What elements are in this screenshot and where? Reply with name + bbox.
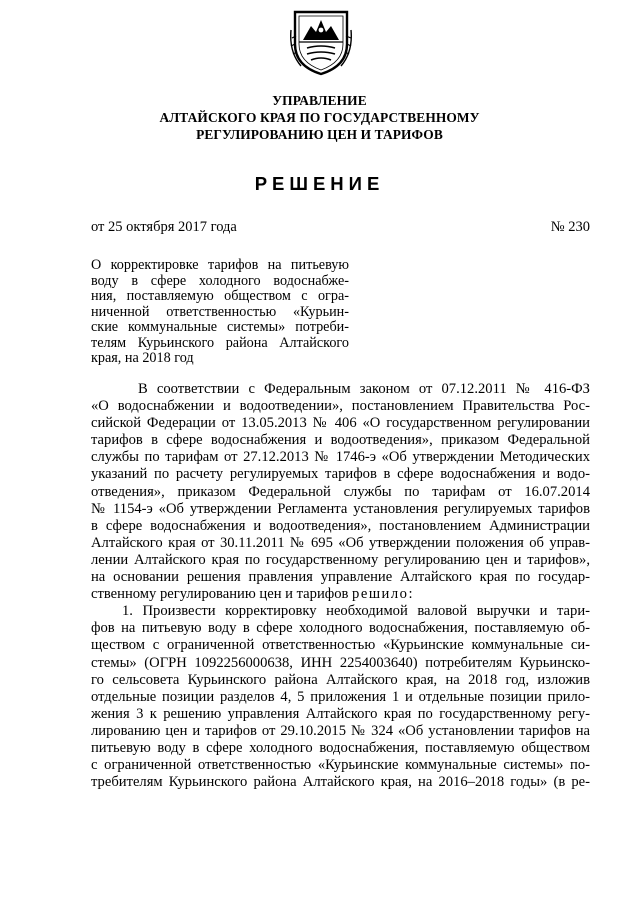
document-date: от 25 октября 2017 года — [91, 219, 237, 235]
body-line: 1. Произвести корректировку необходимой валовой выручки и тари- — [122, 603, 590, 620]
body-line: службы по тарифам от 27.12.2013 № 1746-э «Об утверждении Методических — [91, 449, 590, 466]
coat-of-arms-icon — [289, 8, 353, 76]
body-line: го сельсовета Курьинского района Алтайского края, на 2018 год, изложив — [91, 671, 590, 688]
body-line-text: ственному регулированию цен и тарифов — [91, 586, 353, 603]
body-line: с ограниченной ответственностью «Курьинские коммунальные системы» по- — [91, 757, 590, 774]
body-line: В соответствии с Федеральным законом от 07.12.2011 № 416-ФЗ — [138, 381, 590, 397]
org-name-line: АЛТАЙСКОГО КРАЯ ПО ГОСУДАРСТВЕННОМУ — [159, 110, 480, 125]
body-line: тарифов в сфере водоснабжения и водоотведения», приказом Федеральной — [91, 432, 590, 449]
body-line: «О водоснабжении и водоотведении», постановлением Правительства Рос- — [91, 398, 590, 415]
body-line: отдельные позиции разделов 4, 5 приложения 1 и отдельные позиции прило- — [91, 688, 590, 705]
body-line: лении Алтайского края по государственному регулированию цен и тарифов», — [91, 551, 590, 568]
subject-line: ские коммунальные системы» потреби- — [91, 319, 349, 335]
subject-line: телям Курьинского района Алтайского — [91, 334, 349, 351]
body-line: питьевую воду в сфере холодного водоснабжения, поставляемую обществом — [91, 739, 590, 756]
body-line: сийской Федерации от 13.05.2013 № 406 «О государственном регулировании — [91, 415, 590, 432]
subject-line: воду в сфере холодного водоснабже- — [91, 272, 349, 289]
body-line: в сфере водоснабжения и водоотведения», постановлением Администрации — [91, 517, 590, 534]
body-line: указаний по расчету регулируемых тарифов в сфере водоснабжения и водо- — [91, 466, 590, 483]
subject-line: ния, поставляемую обществом с огра- — [91, 288, 349, 304]
subject-line: О корректировке тарифов на питьевую — [91, 257, 349, 273]
subject-line: ниченной ответственностью «Курьин- — [91, 303, 349, 320]
body-line — [91, 586, 590, 603]
body-line: жения 3 к решению управления Алтайского края по государственному регу- — [91, 705, 590, 722]
resolution-word: решило — [352, 586, 409, 603]
body-line: Алтайского края от 30.11.2011 № 695 «Об утверждении положения об управ- — [91, 534, 590, 551]
body-line: отведения», приказом Федеральной службы по тарифам от 16.07.2014 — [91, 483, 590, 500]
org-name-line: РЕГУЛИРОВАНИЮ ЦЕН И ТАРИФОВ — [196, 127, 443, 142]
body-line: лированию цен и тарифов от 29.10.2015 № 324 «Об установлении тарифов на — [91, 722, 590, 739]
body-line: ществом с ограниченной ответственностью «Курьинские коммунальные си- — [91, 637, 590, 654]
body-line: № 1154-э «Об утверждении Регламента установления регулируемых тарифов — [91, 500, 590, 517]
document-body — [91, 381, 590, 791]
body-line-text: : — [408, 586, 413, 603]
body-line: фов на питьевую воду в сфере холодного водоснабжения, поставляемую об- — [91, 620, 590, 637]
body-line: на основании решения правления управление Алтайского края по государ- — [91, 569, 590, 586]
subject-line: края, на 2018 год — [91, 350, 194, 366]
document-number: № 230 — [550, 219, 590, 235]
body-line: стемы» (ОГРН 1092256000638, ИНН 2254003640) потребителям Курьинско- — [91, 654, 590, 671]
document-title: РЕШЕНИЕ — [254, 173, 385, 194]
org-name-line: УПРАВЛЕНИЕ — [272, 93, 367, 108]
body-line: требителям Курьинского района Алтайского края, на 2016–2018 годы» (в ре- — [91, 774, 590, 791]
document-subject — [91, 258, 349, 367]
